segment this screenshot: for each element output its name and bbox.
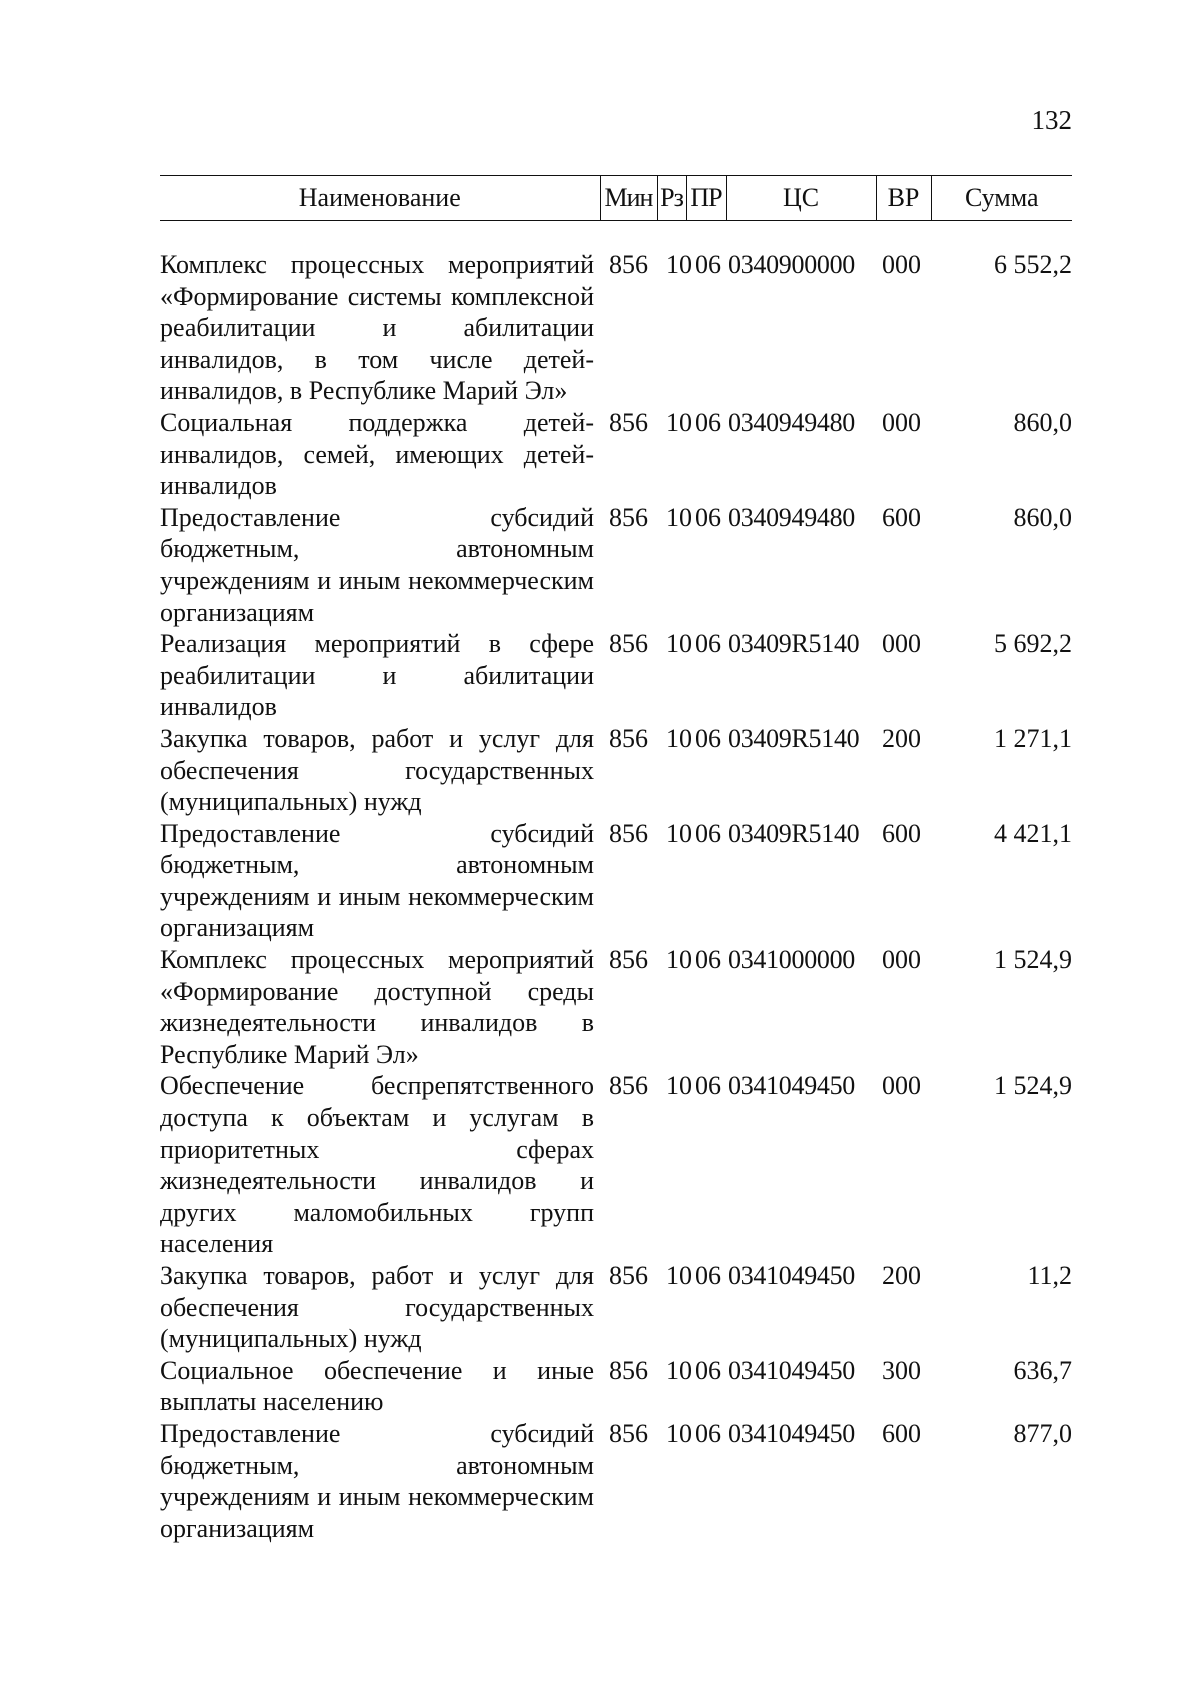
row-pr: 06: [695, 1418, 721, 1448]
row-cs: 0341049450: [728, 1418, 856, 1448]
table-row: [160, 407, 1072, 502]
table-row: [160, 1260, 1072, 1355]
row-name: Реализация мероприятий в сфере реабилитации и абилитации инвалидов: [160, 629, 594, 722]
row-name: Закупка товаров, работ и услуг для обеспечения государственных (муниципальных) нужд: [160, 723, 594, 817]
row-vr: 200: [882, 723, 921, 753]
row-rz: 10: [666, 723, 692, 753]
row-pr: 06: [695, 818, 721, 848]
row-cs: 0341049450: [728, 1261, 856, 1290]
row-min: 856: [609, 250, 648, 279]
row-rz: 10: [666, 629, 692, 659]
row-name: Закупка товаров, работ и услуг для обеспечения государственных (муниципальных) нужд: [160, 1261, 594, 1354]
row-min: 856: [609, 818, 648, 848]
row-rz: 10: [666, 407, 692, 437]
table-header: [160, 176, 1072, 221]
row-min: 856: [609, 502, 648, 532]
row-pr: 06: [695, 723, 721, 753]
row-min: 856: [609, 1071, 648, 1101]
header-cs: ЦС: [726, 176, 876, 221]
row-min: 856: [609, 629, 648, 659]
row-sum: 1 271,1: [994, 723, 1072, 753]
row-min: 856: [609, 723, 648, 753]
row-rz: 10: [666, 1261, 692, 1290]
table-row: [160, 502, 1072, 628]
header-spacer: [160, 221, 1072, 250]
page-number: 132: [1031, 105, 1072, 135]
row-vr: 300: [882, 1355, 921, 1385]
row-min: 856: [609, 1355, 648, 1385]
row-cs: 0340900000: [728, 250, 856, 279]
row-vr: 000: [882, 629, 921, 659]
row-sum: 860,0: [1013, 407, 1072, 437]
budget-table: [160, 175, 1072, 1544]
row-name: Обеспечение беспрепятственного доступа к объектам и услугам в приоритетных сферах жизнедеятельности инвалидов и других маломобильных групп населения: [160, 1071, 594, 1259]
row-cs: 0341000000: [728, 945, 856, 975]
row-name: Предоставление субсидий бюджетным, автономным учреждениям и иным некоммерческим организациям: [160, 502, 594, 627]
row-sum: 6 552,2: [994, 250, 1072, 279]
row-sum: 877,0: [1013, 1418, 1072, 1448]
row-pr: 06: [695, 1261, 721, 1290]
row-sum: 1 524,9: [994, 1071, 1072, 1101]
row-pr: 06: [695, 1355, 721, 1385]
row-vr: 600: [882, 818, 921, 848]
row-vr: 000: [882, 1071, 921, 1101]
table-row: [160, 249, 1072, 407]
row-cs: 03409R5140: [728, 723, 860, 753]
row-sum: 860,0: [1013, 502, 1072, 532]
row-sum: 11,2: [1027, 1261, 1072, 1290]
row-pr: 06: [695, 629, 721, 659]
row-cs: 0341049450: [728, 1355, 856, 1385]
row-sum: 5 692,2: [994, 629, 1072, 659]
table-row: [160, 1070, 1072, 1260]
row-rz: 10: [666, 1071, 692, 1101]
row-rz: 10: [666, 945, 692, 975]
header-name: Наименование: [160, 176, 600, 221]
row-vr: 000: [882, 945, 921, 975]
table-row: [160, 723, 1072, 818]
row-rz: 10: [666, 1355, 692, 1385]
header-pr: ПР: [686, 176, 726, 221]
row-sum: 1 524,9: [994, 945, 1072, 975]
row-min: 856: [609, 945, 648, 975]
row-rz: 10: [666, 502, 692, 532]
table-row: [160, 1418, 1072, 1544]
row-min: 856: [609, 1418, 648, 1448]
header-vr: ВР: [876, 176, 931, 221]
row-pr: 06: [695, 1071, 721, 1101]
row-name: Комплекс процессных мероприятий «Формирование системы комплексной реабилитации и абилитации инвалидов, в том числе детей-инвалидов, в Республике Марий Эл»: [160, 250, 594, 406]
row-vr: 200: [882, 1261, 921, 1290]
row-vr: 000: [882, 407, 921, 437]
table-row: [160, 628, 1072, 723]
row-name: Предоставление субсидий бюджетным, автономным учреждениям и иным некоммерческим организациям: [160, 818, 594, 943]
table-row: [160, 944, 1072, 1070]
row-rz: 10: [666, 250, 692, 279]
row-cs: 0341049450: [728, 1071, 856, 1101]
row-sum: 636,7: [1013, 1355, 1072, 1385]
row-name: Социальное обеспечение и иные выплаты населению: [160, 1355, 594, 1417]
row-name: Предоставление субсидий бюджетным, автономным учреждениям и иным некоммерческим организациям: [160, 1418, 594, 1543]
header-rz: Рз: [657, 176, 686, 221]
row-cs: 03409R5140: [728, 818, 860, 848]
row-rz: 10: [666, 818, 692, 848]
row-min: 856: [609, 407, 648, 437]
row-rz: 10: [666, 1418, 692, 1448]
row-pr: 06: [695, 502, 721, 532]
row-vr: 600: [882, 1418, 921, 1448]
table-body: [160, 221, 1072, 1545]
row-pr: 06: [695, 250, 721, 279]
header-min: Мин: [600, 176, 657, 221]
row-cs: 03409R5140: [728, 629, 860, 659]
header-row: [160, 176, 1072, 221]
row-cs: 0340949480: [728, 502, 856, 532]
row-sum: 4 421,1: [994, 818, 1072, 848]
row-name: Социальная поддержка детей-инвалидов, семей, имеющих детей-инвалидов: [160, 407, 594, 501]
row-min: 856: [609, 1261, 648, 1290]
row-vr: 000: [882, 250, 921, 279]
table-row: [160, 1355, 1072, 1418]
row-pr: 06: [695, 407, 721, 437]
row-pr: 06: [695, 945, 721, 975]
row-vr: 600: [882, 502, 921, 532]
header-sum: Сумма: [931, 176, 1072, 221]
row-name: Комплекс процессных мероприятий «Формирование доступной среды жизнедеятельности инвалидов в Республике Марий Эл»: [160, 945, 594, 1069]
table-row: [160, 818, 1072, 944]
row-cs: 0340949480: [728, 407, 856, 437]
